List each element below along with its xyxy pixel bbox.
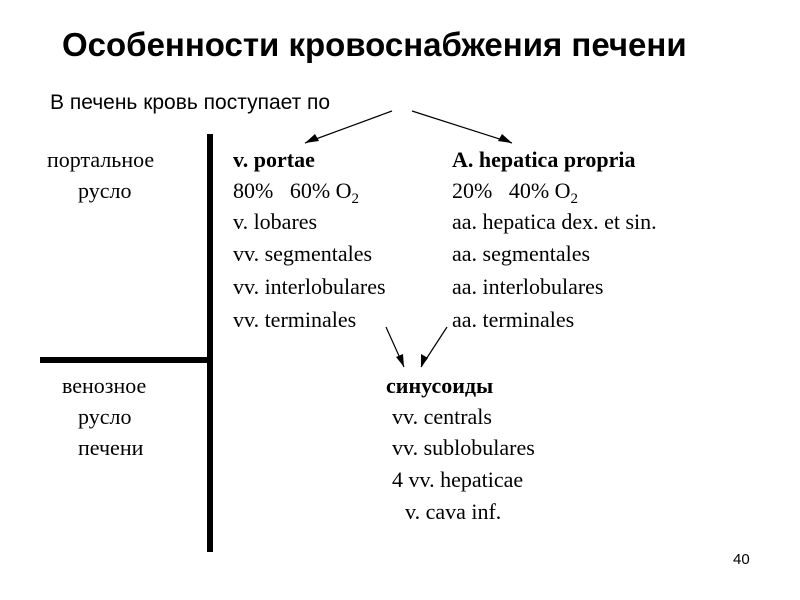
portal-vein-stats (233, 178, 360, 207)
label-venous-line1: венозное (62, 373, 147, 398)
page-number: 40 (733, 551, 750, 568)
venous-item: 4 vv. hepaticae (392, 467, 524, 492)
portal-branch: vv. segmentales (233, 241, 373, 266)
portal-branch: vv. interlobulares (233, 274, 386, 299)
hepatic-artery-stats (452, 178, 579, 207)
hepatic-artery-header: A. hepatica propria (452, 147, 636, 172)
arrow-to-hepatic-artery (412, 111, 512, 143)
artery-branch: aa. terminales (452, 307, 575, 332)
arrowhead-sinusoids-right (421, 354, 428, 367)
venous-item: vv. centrals (392, 404, 492, 429)
label-venous-line3: печени (78, 435, 144, 460)
arrow-to-portal-vein (305, 111, 392, 143)
arrowhead-hepatic-artery (498, 134, 512, 143)
vertical-divider (207, 134, 213, 552)
slide-title: Особенности кровоснабжения печени (62, 26, 687, 63)
artery-branch: aa. interlobulares (452, 274, 604, 299)
label-portal-line1: портальное (47, 147, 155, 172)
venous-item: v. cava inf. (405, 499, 502, 524)
portal-flow-percent: 80% (233, 178, 274, 203)
portal-branch: vv. terminales (233, 307, 357, 332)
artery-o2-sub: 2 (570, 191, 579, 207)
label-venous-line2: русло (78, 404, 132, 429)
intro-text: В печень кровь поступает по (50, 91, 331, 114)
arrowhead-portal-vein (305, 134, 319, 143)
sinusoids-header: синусоиды (386, 373, 494, 398)
artery-o2-text: 40% O (508, 178, 571, 203)
arrowhead-sinusoids-left (396, 354, 404, 367)
portal-branch: v. lobares (233, 209, 318, 234)
venous-item: vv. sublobulares (392, 435, 535, 460)
horizontal-divider (40, 357, 213, 363)
artery-branch: aa. hepatica dex. et sin. (452, 209, 657, 234)
portal-o2-sub: 2 (351, 191, 360, 207)
portal-o2-text: 60% O (289, 178, 352, 203)
artery-branch: aa. segmentales (452, 241, 591, 266)
artery-flow-percent: 20% (452, 178, 493, 203)
label-portal-line2: русло (78, 178, 132, 203)
portal-vein-header: v. portae (233, 147, 315, 172)
